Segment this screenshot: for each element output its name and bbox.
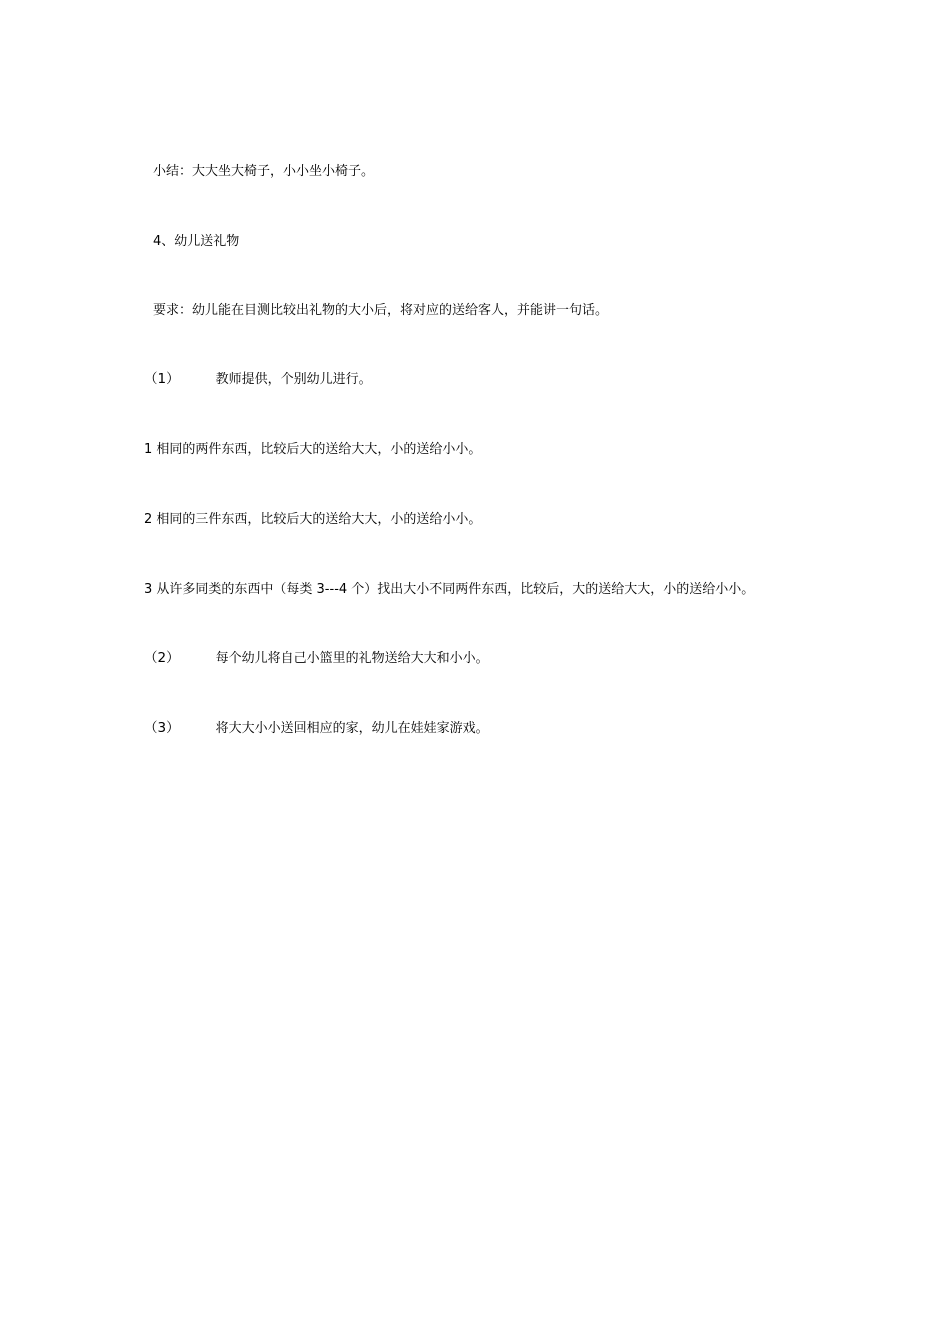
summary-line <box>153 165 374 178</box>
step-2 <box>144 652 489 666</box>
requirement-line <box>153 304 608 317</box>
step-3-text: 将大大小小送回相应的家，幼儿在娃娃家游戏。 <box>215 721 489 736</box>
step-2-text: 每个幼儿将自己小篮里的礼物送给大大和小小。 <box>215 651 489 666</box>
section-heading <box>153 235 239 248</box>
requirement-text: 要求：幼儿能在目测比较出礼物的大小后，将对应的送给客人，并能讲一句话。 <box>153 303 609 318</box>
step-1-text: 教师提供，个别幼儿进行。 <box>215 372 372 387</box>
sub-item-1 <box>144 443 481 456</box>
section-heading-text: 4、幼儿送礼物 <box>153 234 240 249</box>
sub-item-2 <box>144 513 481 526</box>
step-1 <box>144 373 372 387</box>
sub-item-2-text: 2 相同的三件东西，比较后大的送给大大，小的送给小小。 <box>144 512 482 527</box>
step-3 <box>144 722 489 736</box>
summary-text: 小结：大大坐大椅子，小小坐小椅子。 <box>153 164 375 179</box>
sub-item-3-text: 3 从许多同类的东西中（每类 3---4 个）找出大小不同两件东西，比较后，大的送给大大，小的送给小小。 <box>144 582 755 597</box>
step-2-label: （2） <box>144 650 180 666</box>
sub-item-3 <box>144 583 754 596</box>
step-1-label: （1） <box>144 371 180 387</box>
sub-item-1-text: 1 相同的两件东西，比较后大的送给大大，小的送给小小。 <box>144 442 482 457</box>
step-3-label: （3） <box>144 720 180 736</box>
